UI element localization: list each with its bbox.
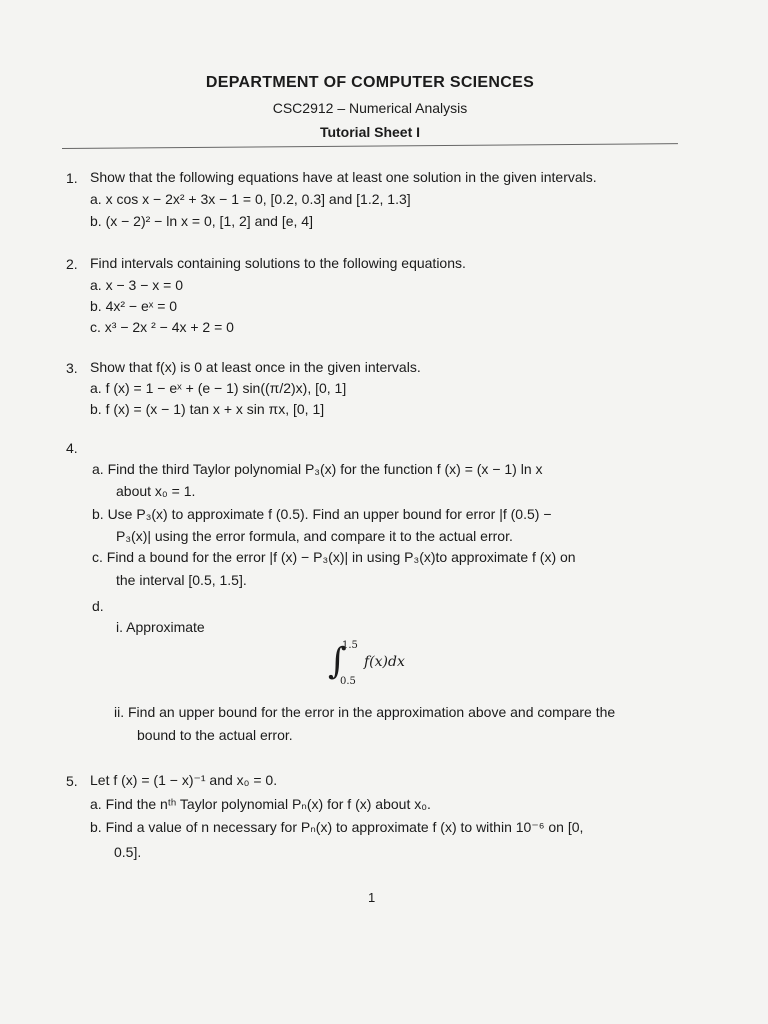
q1-part-b: b. (x − 2)² − ln x = 0, [1, 2] and [e, 4] xyxy=(90,213,313,229)
q4-part-b-line2: P₃(x)| using the error formula, and compare it to the actual error. xyxy=(116,528,513,544)
q4-part-b-line1: b. Use P₃(x) to approximate f (0.5). Find an upper bound for error |f (0.5) − xyxy=(92,506,552,522)
q5-part-a: a. Find the nᵗʰ Taylor polynomial Pₙ(x) for f (x) about x₀. xyxy=(90,796,431,812)
q2-number: 2. xyxy=(66,256,78,272)
q3-part-a: a. f (x) = 1 − eˣ + (e − 1) sin((π/2)x), [0, 1] xyxy=(90,380,347,396)
header-divider xyxy=(62,143,678,149)
q3-number: 3. xyxy=(66,360,78,376)
q4-part-d: d. xyxy=(92,598,104,614)
q4-part-d-i: i. Approximate xyxy=(116,619,205,635)
q5-part-b-line2: 0.5]. xyxy=(114,844,142,860)
department-title: DEPARTMENT OF COMPUTER SCIENCES xyxy=(205,74,535,91)
q4-part-a-line2: about x₀ = 1. xyxy=(116,483,196,499)
q4-part-d-ii-line1: ii. Find an upper bound for the error in the approximation above and compare the xyxy=(114,704,616,720)
integrand: f(x)dx xyxy=(364,654,405,670)
q4-number: 4. xyxy=(66,440,78,456)
integral-upper-limit: 1.5 xyxy=(342,640,358,651)
sheet-title: Tutorial Sheet I xyxy=(319,124,421,140)
q5-number: 5. xyxy=(66,773,78,789)
course-title: CSC2912 – Numerical Analysis xyxy=(272,100,468,116)
integral-sign-icon: ∫ xyxy=(328,641,347,682)
page-number: 1 xyxy=(368,890,376,905)
q2-text: Find intervals containing solutions to the following equations. xyxy=(90,255,466,271)
q1-text: Show that the following equations have at least one solution in the given intervals. xyxy=(90,169,597,185)
q5-part-b-line1: b. Find a value of n necessary for Pₙ(x) to approximate f (x) to within 10⁻⁶ on [0, xyxy=(90,819,584,835)
integral-lower-limit: 0.5 xyxy=(340,676,356,687)
q2-part-c: c. x³ − 2x ² − 4x + 2 = 0 xyxy=(90,319,234,335)
q3-part-b: b. f (x) = (x − 1) tan x + x sin πx, [0, 1] xyxy=(90,401,325,417)
q2-part-a: a. x − 3 − x = 0 xyxy=(90,277,184,293)
q4-part-c-line2: the interval [0.5, 1.5]. xyxy=(116,572,247,588)
q4-part-d-ii-line2: bound to the actual error. xyxy=(137,727,293,743)
q1-part-a: a. x cos x − 2x² + 3x − 1 = 0, [0.2, 0.3] and [1.2, 1.3] xyxy=(90,191,411,207)
q4-part-a-line1: a. Find the third Taylor polynomial P₃(x) for the function f (x) = (x − 1) ln x xyxy=(92,461,543,477)
q4-part-c-line1: c. Find a bound for the error |f (x) − P₃(x)| in using P₃(x)to approximate f (x) on xyxy=(92,549,576,565)
q5-text: Let f (x) = (1 − x)⁻¹ and x₀ = 0. xyxy=(90,772,278,788)
q3-text: Show that f(x) is 0 at least once in the given intervals. xyxy=(90,359,421,375)
q1-number: 1. xyxy=(66,170,78,186)
q2-part-b: b. 4x² − eˣ = 0 xyxy=(90,298,178,314)
